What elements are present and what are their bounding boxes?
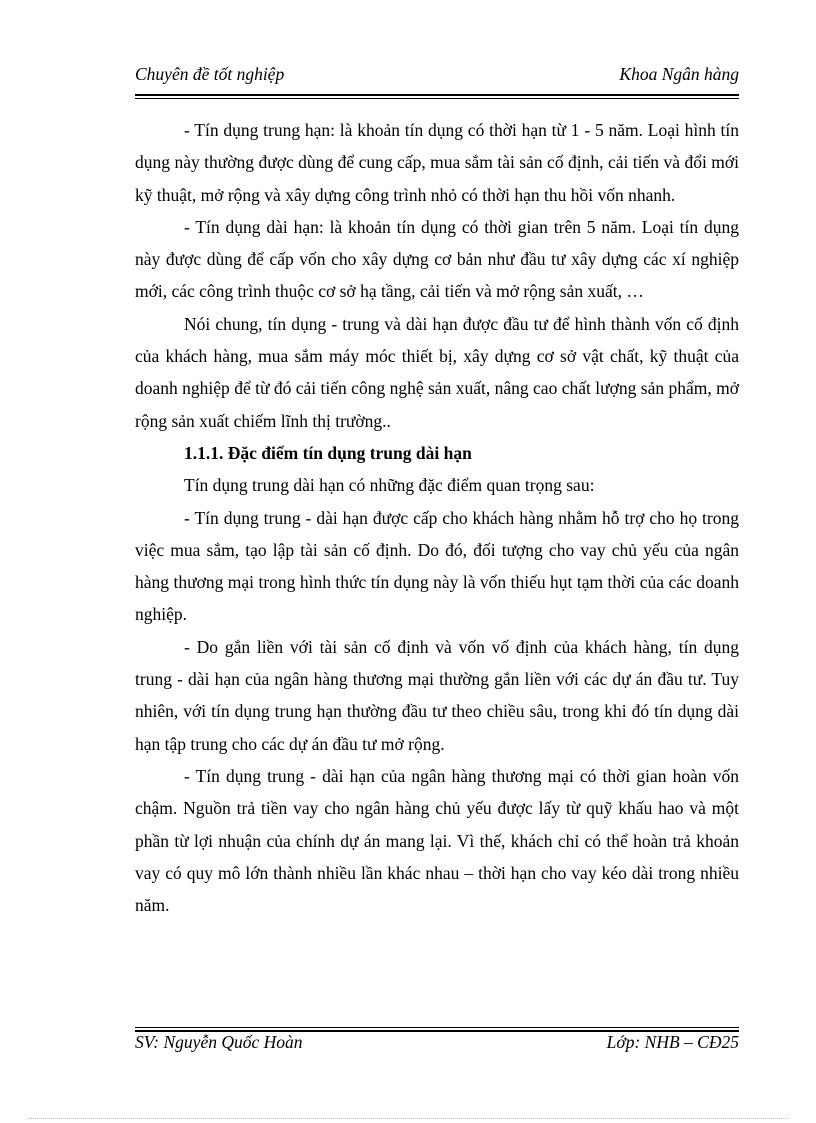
header-rule-thick bbox=[135, 94, 739, 96]
page-header bbox=[135, 64, 739, 94]
paragraph-medium-term-credit: - Tín dụng trung hạn: là khoản tín dụng có thời hạn từ 1 - 5 năm. Loại hình tín dụng này thường được dùng để cung cấp, mua sắm tài sản cố định, cải tiến và đổi mới kỹ thuật, mở rộng và xây dựng công trình nhỏ có thời hạn thu hồi vốn nhanh. bbox=[135, 120, 739, 205]
document-body bbox=[135, 114, 739, 921]
page-boundary-dotted-line bbox=[28, 1118, 788, 1119]
footer-rule-thin bbox=[135, 1027, 739, 1028]
paragraph-feature-2: - Do gắn liền với tài sản cố định và vốn vố định của khách hàng, tín dụng trung - dài hạn của ngân hàng thương mại thường gắn liền với các dự án đầu tư. Tuy nhiên, với tín dụng trung hạn thường đầu tư theo chiều sâu, trong khi đó tín dụng dài hạn tập trung cho các dự án đầu tư mở rộng. bbox=[135, 636, 739, 754]
section-heading: 1.1.1. Đặc điểm tín dụng trung dài hạn bbox=[184, 442, 472, 463]
paragraph-feature-3: - Tín dụng trung - dài hạn của ngân hàng thương mại có thời gian hoàn vốn chậm. Nguồn trả tiền vay cho ngân hàng chủ yếu được lấy từ quỹ khấu hao và một phần từ lợi nhuận của chính dự án mang lại. Vì thế, khách chỉ có thể hoàn trả khoản vay có quy mô lớn thành nhiều lần khác nhau – thời hạn cho vay kéo dài trong nhiều năm. bbox=[135, 765, 739, 916]
page-footer bbox=[135, 1032, 739, 1062]
header-department: Khoa Ngân hàng bbox=[619, 64, 739, 84]
header-title: Chuyên đề tốt nghiệp bbox=[135, 64, 285, 84]
footer-class: Lớp: NHB – CĐ25 bbox=[606, 1032, 739, 1052]
paragraph-feature-1: - Tín dụng trung - dài hạn được cấp cho khách hàng nhằm hỗ trợ cho họ trong việc mua sắm, tạo lập tài sản cố định. Do đó, đối tượng cho vay chủ yếu của ngân hàng thương mại trong hình thức tín dụng này là vốn thiếu hụt tạm thời của các doanh nghiệp. bbox=[135, 507, 739, 625]
paragraph-intro-features: Tín dụng trung dài hạn có những đặc điểm quan trọng sau: bbox=[184, 475, 595, 496]
paragraph-long-term-credit: - Tín dụng dài hạn: là khoản tín dụng có thời gian trên 5 năm. Loại tín dụng này được dùng để cấp vốn cho xây dựng cơ bản như đầu tư xây dựng các xí nghiệp mới, các công trình thuộc cơ sở hạ tầng, cải tiến và mở rộng sản xuất, … bbox=[135, 216, 739, 302]
header-rule-thin bbox=[135, 98, 739, 99]
footer-student: SV: Nguyễn Quốc Hoàn bbox=[135, 1032, 303, 1052]
paragraph-summary: Nói chung, tín dụng - trung và dài hạn được đầu tư để hình thành vốn cố định của khách hàng, mua sắm máy móc thiết bị, xây dựng cơ sở vật chất, kỹ thuật của doanh nghiệp để từ đó cải tiến công nghệ sản xuất, nâng cao chất lượng sản phẩm, mở rộng sản xuất chiếm lĩnh thị trường.. bbox=[135, 313, 739, 431]
